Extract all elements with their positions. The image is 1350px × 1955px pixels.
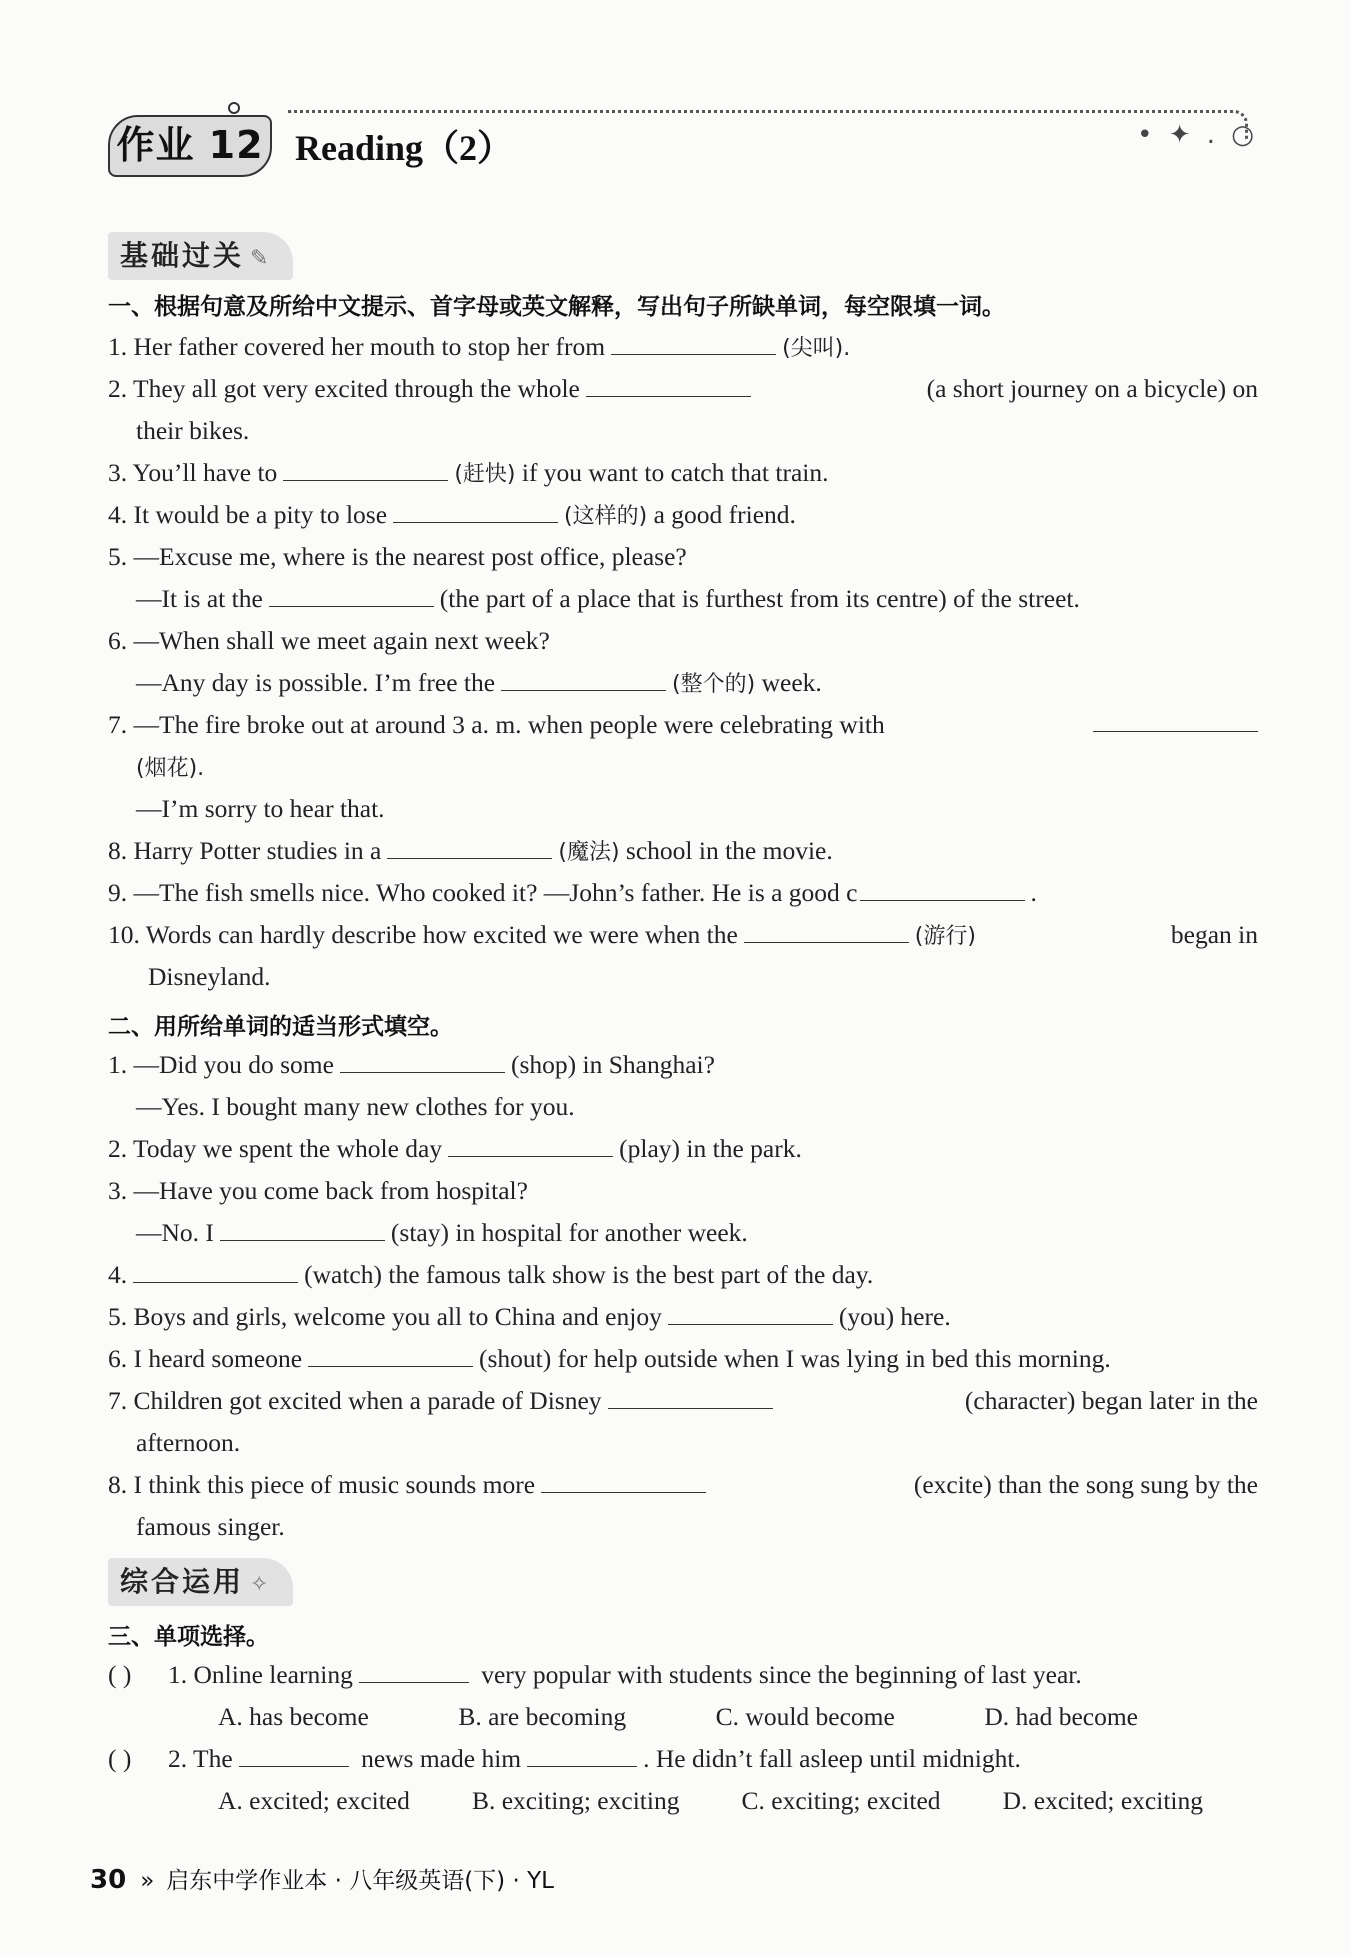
answer-blank[interactable] xyxy=(393,499,558,523)
question-text: 2. They all got very excited through the whole xyxy=(108,374,580,403)
hint-text: (赶快) xyxy=(454,462,516,487)
question-1-10 xyxy=(108,918,1258,954)
question-text: 1. Online learning xyxy=(168,1660,353,1689)
question-text: a good friend. xyxy=(653,500,796,529)
answer-blank[interactable] xyxy=(744,919,909,943)
question-text: 8. I think this piece of music sounds more xyxy=(108,1470,536,1499)
question-text: (you) here. xyxy=(838,1302,951,1331)
question-text: 6. I heard someone xyxy=(108,1344,303,1373)
option-b[interactable]: B. are becoming xyxy=(458,1702,627,1731)
footer-text: 启东中学作业本 · 八年级英语(下) · YL xyxy=(166,1868,554,1894)
answer-blank[interactable] xyxy=(611,331,776,355)
double-chevron-icon: » xyxy=(140,1868,155,1894)
question-text: 2. The xyxy=(168,1744,233,1773)
hint-text: (整个的) xyxy=(672,672,756,697)
question-1-3 xyxy=(108,456,1258,492)
question-text: began in xyxy=(1170,920,1258,949)
answer-blank[interactable] xyxy=(1093,708,1258,732)
page-title: Reading（2） xyxy=(295,128,514,168)
answer-blank[interactable] xyxy=(541,1469,706,1493)
sparkle-icon: ✧ xyxy=(250,1572,272,1597)
answer-blank[interactable] xyxy=(359,1659,469,1683)
hint-text: (游行) xyxy=(914,924,976,949)
question-1-1 xyxy=(108,330,1258,366)
question-2-8 xyxy=(108,1468,1258,1502)
question-1-7b xyxy=(136,750,1286,786)
page-footer xyxy=(90,1862,554,1895)
question-2-5 xyxy=(108,1300,1258,1334)
question-text: (watch) the famous talk show is the best part of the day. xyxy=(304,1260,874,1289)
page-header xyxy=(108,112,1258,182)
answer-blank[interactable] xyxy=(501,667,666,691)
option-d[interactable]: D. had become xyxy=(984,1702,1138,1731)
badge-dot-icon xyxy=(228,102,240,114)
option-a[interactable]: A. has become xyxy=(218,1702,369,1731)
hint-text: (烟花). xyxy=(136,756,205,781)
hint-text: (这样的) xyxy=(564,504,648,529)
options-3-1 xyxy=(218,1700,1138,1734)
part2-heading: 二、用所给单词的适当形式填空。 xyxy=(108,1014,453,1040)
answer-blank[interactable] xyxy=(283,457,448,481)
answer-blank[interactable] xyxy=(668,1301,833,1325)
question-text: (shout) for help outside when I was lying in bed this morning. xyxy=(479,1344,1111,1373)
question-text: (stay) in hospital for another week. xyxy=(390,1218,748,1247)
question-1-6b xyxy=(136,666,1286,702)
hint-text: (a short journey on a bicycle) on xyxy=(926,374,1258,403)
question-text: 3. You’ll have to xyxy=(108,458,278,487)
question-text: —No. I xyxy=(136,1218,214,1247)
options-3-2 xyxy=(218,1784,1203,1818)
question-1-2-cont: their bikes. xyxy=(136,416,250,445)
hint-text: (the part of a place that is furthest from its centre) of the street. xyxy=(439,584,1080,613)
question-2-7 xyxy=(108,1384,1258,1418)
question-text: 9. —The fish smells nice. Who cooked it? —John’s father. He is a good c xyxy=(108,878,858,907)
question-text: —Any day is possible. I’m free the xyxy=(136,668,496,697)
question-text: if you want to catch that train. xyxy=(521,458,829,487)
answer-blank[interactable] xyxy=(220,1217,385,1241)
question-text: (excite) than the song sung by the xyxy=(913,1470,1258,1499)
answer-paren[interactable]: ( ) xyxy=(108,1744,132,1773)
part3-heading: 三、单项选择。 xyxy=(108,1624,269,1650)
question-text: 1. —Did you do some xyxy=(108,1050,334,1079)
answer-blank[interactable] xyxy=(239,1743,349,1767)
question-1-4 xyxy=(108,498,1258,534)
hint-text: (魔法) xyxy=(558,840,620,865)
question-text: (shop) in Shanghai? xyxy=(510,1050,715,1079)
question-1-9 xyxy=(108,876,1258,910)
question-1-7a xyxy=(108,708,1258,742)
section-tag-label: 综合运用 xyxy=(120,1565,245,1598)
section-tag-label: 基础过关 xyxy=(120,239,245,272)
question-3-1 xyxy=(108,1658,1258,1692)
page-number: 30 xyxy=(90,1865,127,1895)
answer-blank[interactable] xyxy=(269,583,434,607)
option-d[interactable]: D. excited; exciting xyxy=(1002,1786,1203,1815)
answer-blank[interactable] xyxy=(586,373,751,397)
question-text: —It is at the xyxy=(136,584,263,613)
question-text: 2. Today we spent the whole day xyxy=(108,1134,443,1163)
question-1-7c: —I’m sorry to hear that. xyxy=(136,794,385,823)
answer-blank[interactable] xyxy=(448,1133,613,1157)
question-text: 10. Words can hardly describe how excited we were when the xyxy=(108,920,738,949)
question-2-1 xyxy=(108,1048,1258,1082)
answer-blank[interactable] xyxy=(608,1385,773,1409)
answer-blank[interactable] xyxy=(133,1259,298,1283)
question-1-6a: 6. —When shall we meet again next week? xyxy=(108,626,550,655)
question-1-5b xyxy=(136,582,1286,616)
sparkle-icon: • ✦ . ○ xyxy=(1137,120,1258,150)
question-1-5a: 5. —Excuse me, where is the nearest post office, please? xyxy=(108,542,687,571)
question-text: 4. xyxy=(108,1260,128,1289)
question-text: 4. It would be a pity to lose xyxy=(108,500,388,529)
homework-badge: 作业 12 xyxy=(108,115,272,177)
question-text: 5. Boys and girls, welcome you all to China and enjoy xyxy=(108,1302,662,1331)
question-2-4 xyxy=(108,1258,1258,1292)
answer-blank[interactable] xyxy=(308,1343,473,1367)
question-text: 8. Harry Potter studies in a xyxy=(108,836,382,865)
question-2-3a: 3. —Have you come back from hospital? xyxy=(108,1176,528,1205)
question-text: very popular with students since the beginning of last year. xyxy=(481,1660,1082,1689)
option-a[interactable]: A. excited; excited xyxy=(218,1786,410,1815)
option-b[interactable]: B. exciting; exciting xyxy=(471,1786,680,1815)
option-c[interactable]: C. exciting; excited xyxy=(741,1786,941,1815)
part1-heading: 一、根据句意及所给中文提示、首字母或英文解释，写出句子所缺单词，每空限填一词。 xyxy=(108,294,1005,320)
section-tag-basic xyxy=(108,232,293,280)
question-text: school in the movie. xyxy=(625,836,833,865)
question-2-1b: —Yes. I bought many new clothes for you. xyxy=(136,1092,575,1121)
answer-blank[interactable] xyxy=(860,877,1025,901)
answer-blank[interactable] xyxy=(340,1049,505,1073)
question-text: (play) in the park. xyxy=(619,1134,802,1163)
question-2-7-cont: afternoon. xyxy=(136,1428,241,1457)
question-text: . He didn’t fall asleep until midnight. xyxy=(643,1744,1021,1773)
question-1-8 xyxy=(108,834,1258,870)
pencil-icon: ✎ xyxy=(250,246,272,271)
answer-blank[interactable] xyxy=(387,835,552,859)
question-text: 1. Her father covered her mouth to stop her from xyxy=(108,332,606,361)
question-text: 7. Children got excited when a parade of Disney xyxy=(108,1386,602,1415)
question-1-10-cont: Disneyland. xyxy=(148,962,271,991)
answer-paren[interactable]: ( ) xyxy=(108,1660,132,1689)
question-1-2 xyxy=(108,372,1258,406)
question-text: (character) began later in the xyxy=(964,1386,1258,1415)
question-2-2 xyxy=(108,1132,1258,1166)
question-text: 7. —The fire broke out at around 3 a. m. when people were celebrating with xyxy=(108,710,885,739)
answer-blank[interactable] xyxy=(527,1743,637,1767)
question-text: news made him xyxy=(361,1744,522,1773)
question-3-2 xyxy=(108,1742,1258,1776)
section-tag-comprehensive xyxy=(108,1558,293,1606)
question-text: . xyxy=(1030,878,1037,907)
option-c[interactable]: C. would become xyxy=(715,1702,895,1731)
question-2-6 xyxy=(108,1342,1258,1376)
question-2-3b xyxy=(136,1216,1286,1250)
hint-text: (尖叫). xyxy=(782,336,851,361)
question-2-8-cont: famous singer. xyxy=(136,1512,285,1541)
question-text: week. xyxy=(761,668,822,697)
